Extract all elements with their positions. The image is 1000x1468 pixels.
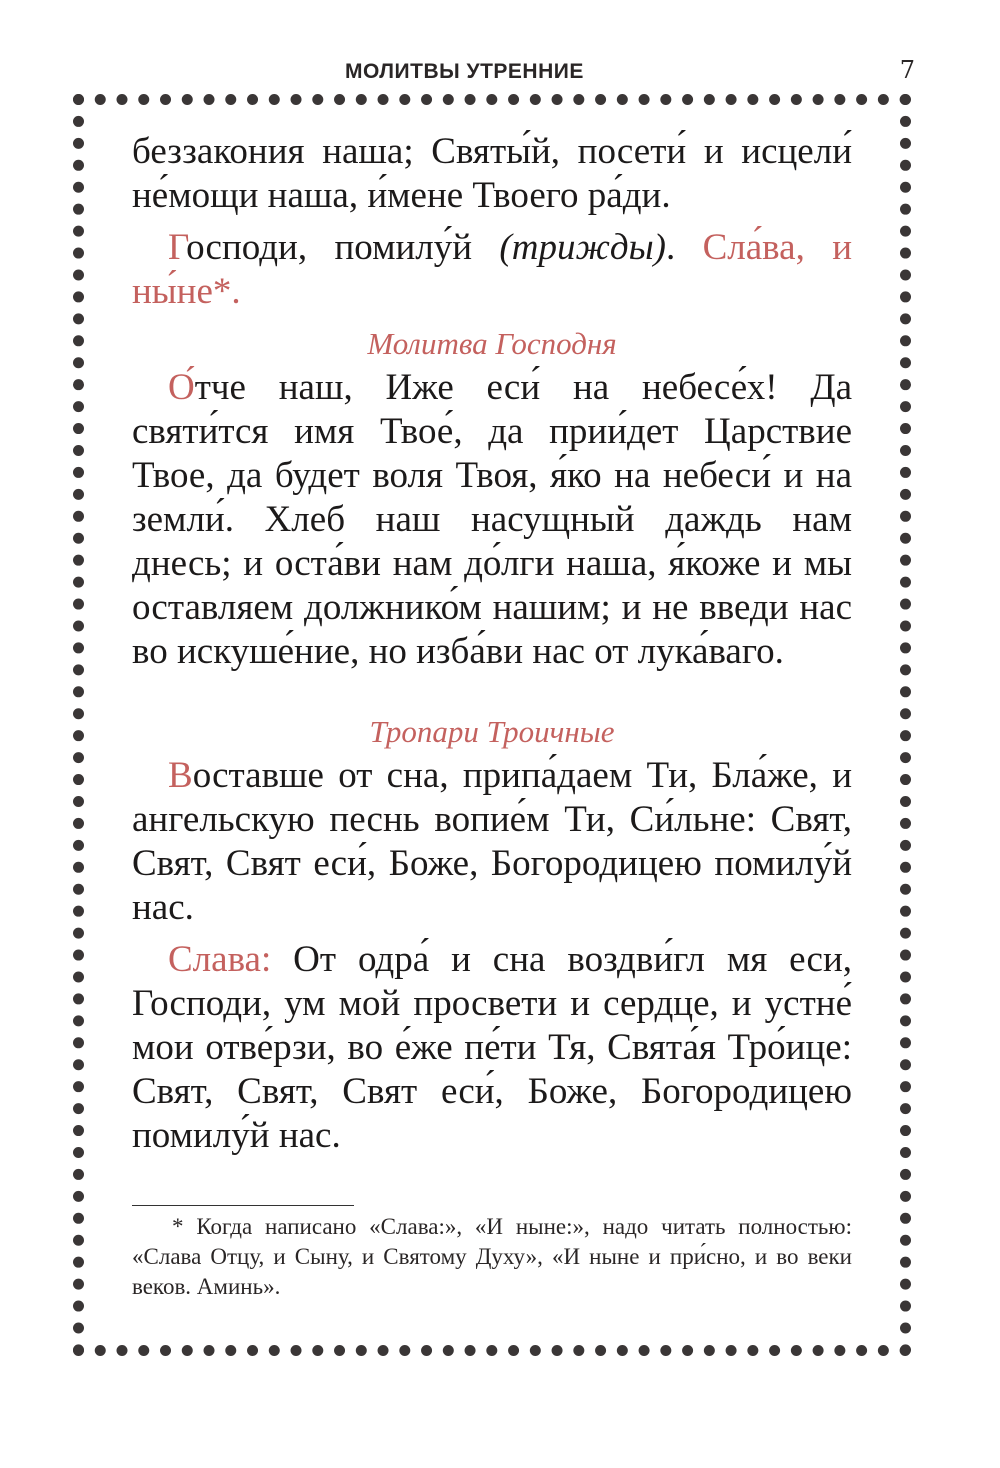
paragraph-troparion-2: Слава: От одра́ и сна воздви́гл мя еси, Господи, ум мой просвети и сердце, и устне́ мои отве́рзи, во е́же пе́ти Тя, Свята́я Тро́ице: Свят, Свят, Свят еси́, Боже, Богородицею помилу́й нас. [132,939,852,1156]
rubric-glory-label: Слава: [168,939,272,980]
rubric-glory: Сла́ва, и ны́не*. [132,227,853,312]
footnote: * Когда написано «Слава:», «И ныне:», надо читать полностью: «Слава Отцу, и Сыну, и Святому Духу», «И ныне и при́сно, и во веки веков. Аминь». [132,1214,852,1299]
page-number: 7 [899,56,915,84]
paragraph-lord-have-mercy: Господи, помилу́й (трижды). Сла́ва, и ны́не*. [132,227,853,312]
running-header [0,56,1000,92]
rubric-initial: Г [168,227,187,268]
paragraph-continuation: беззакония наша; Святы́й, посети́ и исцели́ не́мощи наша, и́мене Твоего ра́ди. [132,131,852,216]
footnote-rule [132,1205,354,1206]
paragraph-lords-prayer: О́тче наш, Иже еси́ на небесе́х! Да святи́тся имя Твое́, да прии́дет Царствие Твое, да будет воля Твоя, я́ко на небеси́ и на земли́. Хлеб наш насущный даждь нам днесь; и оста́ви нам до́лги наша, я́коже и мы оставляем должнико́м нашим; и не введи нас во искуше́ние, но изба́ви нас от лука́ваго. [132,367,852,672]
paragraph-troparion-1: Воставше от сна, припа́даем Ти, Бла́же, и ангельскую песнь вопие́м Ти, Си́льне: Свят, Свят, Свят еси́, Боже, Богородицею помилу́й нас. [132,755,852,928]
section-heading-troparia: Тропари Троичные [369,714,615,749]
prayer-text [132,130,852,1158]
drop-initial: О́ [168,367,195,408]
section-heading-lords-prayer: Молитва Господня [367,326,617,361]
rubric-thrice: (трижды) [499,227,666,268]
drop-initial: В [168,755,193,796]
running-title: МОЛИТВЫ УТРЕННИЕ [345,60,584,83]
